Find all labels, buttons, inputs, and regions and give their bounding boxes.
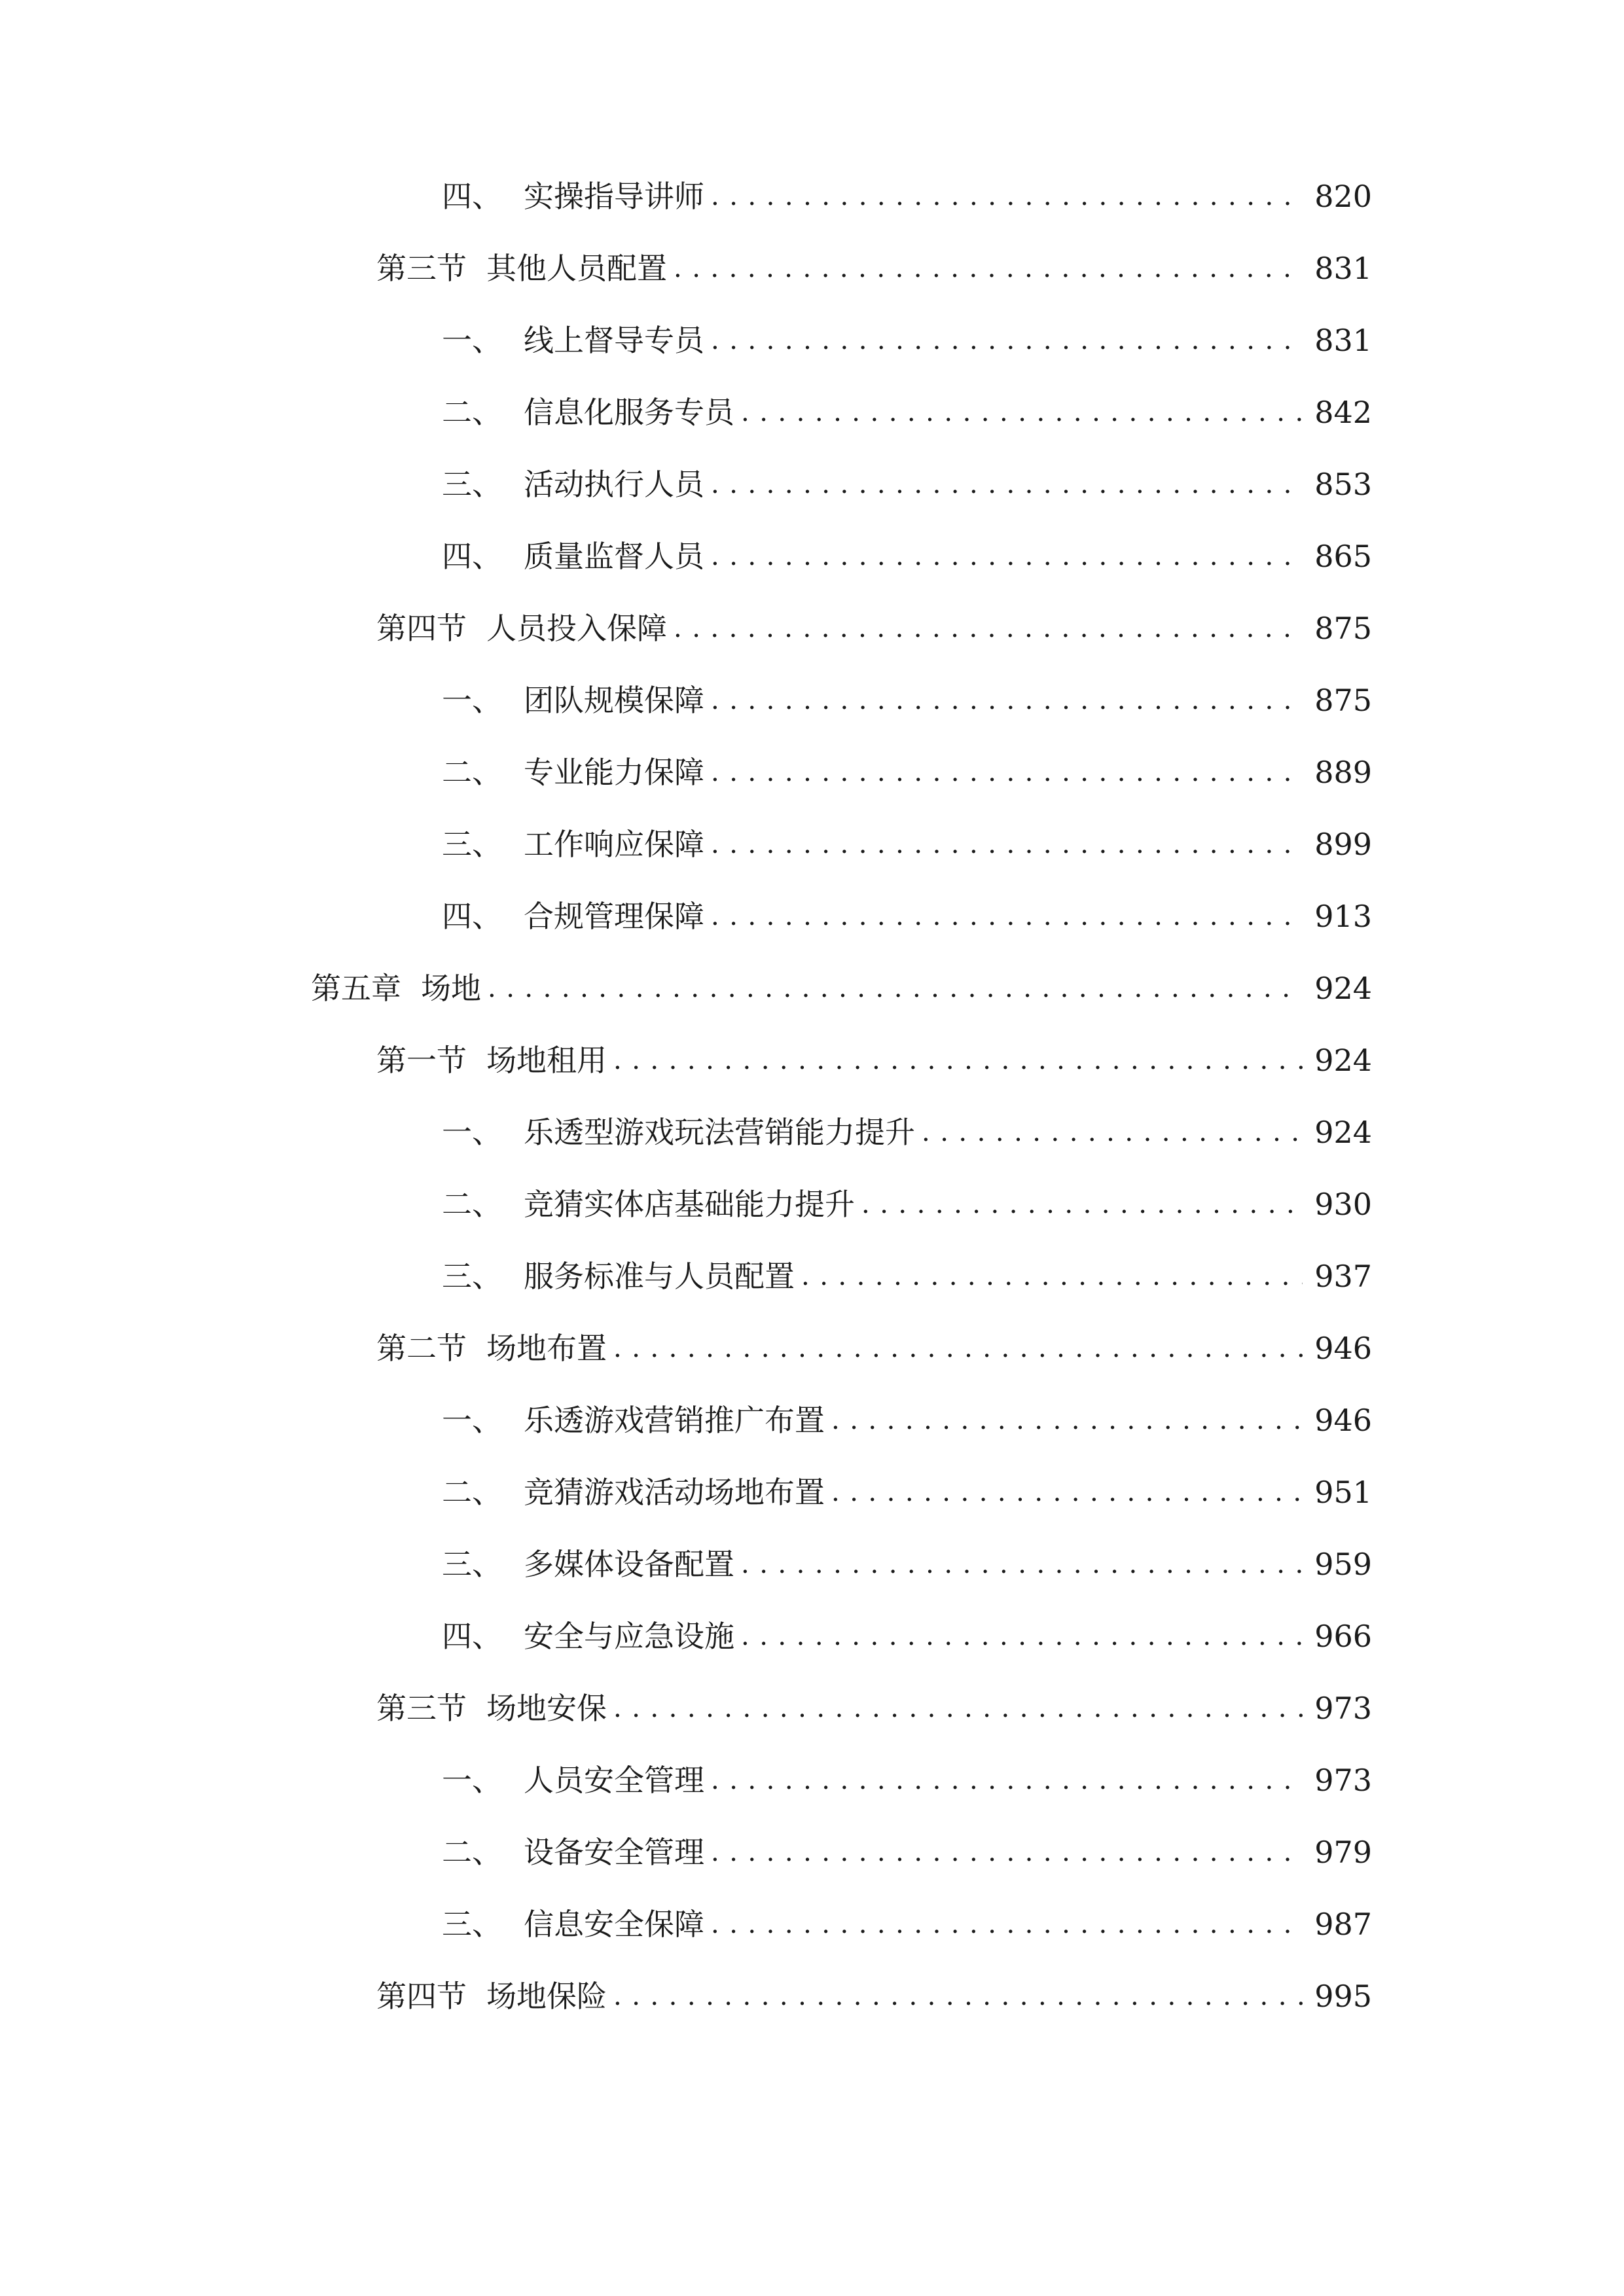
toc-entry-number: 四、 xyxy=(442,539,502,574)
toc-entry-page-number: 875 xyxy=(1314,683,1372,718)
toc-dot-leader xyxy=(801,1263,1303,1289)
toc-entry[interactable] xyxy=(376,236,1372,301)
toc-entry[interactable] xyxy=(442,812,1372,877)
toc-dot-leader xyxy=(922,1119,1303,1145)
toc-entry-number: 三、 xyxy=(442,467,502,502)
toc-entry[interactable] xyxy=(311,956,1372,1021)
toc-entry-page-number: 937 xyxy=(1314,1259,1372,1294)
toc-entry-number: 四、 xyxy=(442,1619,502,1654)
toc-dot-leader xyxy=(711,327,1303,353)
toc-entry-title: 场地 xyxy=(421,971,481,1006)
toc-entry-title: 安全与应急设施 xyxy=(524,1619,734,1654)
toc-entry-title: 场地布置 xyxy=(486,1331,607,1366)
toc-entry[interactable] xyxy=(442,524,1372,589)
toc-entry-number: 一、 xyxy=(442,683,502,718)
toc-entry-number: 第三节 xyxy=(376,1691,467,1726)
toc-dot-leader xyxy=(674,255,1303,281)
toc-dot-leader xyxy=(674,615,1303,641)
toc-entry-page-number: 831 xyxy=(1314,323,1372,358)
toc-entry[interactable] xyxy=(442,308,1372,373)
toc-dot-leader xyxy=(711,903,1303,929)
toc-entry-page-number: 951 xyxy=(1314,1475,1372,1510)
toc-entry-page-number: 820 xyxy=(1314,179,1372,214)
toc-entry[interactable] xyxy=(442,380,1372,445)
toc-entry-page-number: 930 xyxy=(1314,1187,1372,1222)
toc-dot-leader xyxy=(711,471,1303,497)
toc-dot-leader xyxy=(613,1335,1303,1361)
toc-entry-title: 实操指导讲师 xyxy=(524,179,704,214)
toc-entry[interactable] xyxy=(442,1892,1372,1957)
toc-entry-page-number: 913 xyxy=(1314,899,1372,934)
toc-entry-page-number: 966 xyxy=(1314,1619,1372,1654)
toc-entry-title: 设备安全管理 xyxy=(524,1835,704,1870)
toc-entry-title: 乐透游戏营销推广布置 xyxy=(524,1403,825,1438)
toc-entry[interactable] xyxy=(442,452,1372,517)
toc-dot-leader xyxy=(831,1479,1303,1505)
toc-entry-page-number: 959 xyxy=(1314,1547,1372,1582)
toc-entry-number: 一、 xyxy=(442,1403,502,1438)
toc-entry-title: 工作响应保障 xyxy=(524,827,704,862)
toc-entry-number: 四、 xyxy=(442,899,502,934)
toc-entry-number: 三、 xyxy=(442,1259,502,1294)
toc-entry-number: 二、 xyxy=(442,1835,502,1870)
toc-entry[interactable] xyxy=(442,1748,1372,1813)
toc-entry-page-number: 987 xyxy=(1314,1907,1372,1942)
toc-entry-page-number: 924 xyxy=(1314,971,1372,1006)
toc-dot-leader xyxy=(711,183,1303,209)
toc-entry[interactable] xyxy=(376,1028,1372,1093)
toc-entry[interactable] xyxy=(442,1820,1372,1885)
toc-entry-title: 线上督导专员 xyxy=(524,323,704,358)
toc-entry-page-number: 924 xyxy=(1314,1043,1372,1078)
toc-entry-page-number: 831 xyxy=(1314,251,1372,286)
toc-entry-title: 乐透型游戏玩法营销能力提升 xyxy=(524,1115,915,1150)
toc-entry[interactable] xyxy=(442,1604,1372,1669)
toc-entry-page-number: 865 xyxy=(1314,539,1372,574)
toc-dot-leader xyxy=(613,1047,1303,1073)
toc-dot-leader xyxy=(741,399,1303,425)
toc-entry-page-number: 946 xyxy=(1314,1403,1372,1438)
toc-entry-title: 服务标准与人员配置 xyxy=(524,1259,795,1294)
toc-entry-title: 人员安全管理 xyxy=(524,1763,704,1798)
toc-entry-page-number: 889 xyxy=(1314,755,1372,790)
toc-dot-leader xyxy=(613,1983,1303,2009)
toc-dot-leader xyxy=(488,975,1303,1001)
toc-entry-number: 第二节 xyxy=(376,1331,467,1366)
toc-dot-leader xyxy=(711,1767,1303,1793)
toc-entry-number: 二、 xyxy=(442,1475,502,1510)
toc-entry-page-number: 979 xyxy=(1314,1835,1372,1870)
toc-entry-number: 二、 xyxy=(442,755,502,790)
toc-entry-page-number: 875 xyxy=(1314,611,1372,646)
toc-entry[interactable] xyxy=(376,1964,1372,2029)
toc-entry[interactable] xyxy=(442,164,1372,229)
toc-entry[interactable] xyxy=(376,1676,1372,1741)
toc-dot-leader xyxy=(711,759,1303,785)
toc-entry-title: 场地保险 xyxy=(486,1979,607,2014)
toc-entry[interactable] xyxy=(442,1388,1372,1453)
toc-entry-number: 二、 xyxy=(442,1187,502,1222)
toc-entry[interactable] xyxy=(442,1100,1372,1165)
toc-entry[interactable] xyxy=(442,740,1372,805)
toc-entry[interactable] xyxy=(442,1532,1372,1597)
toc-entry-title: 场地安保 xyxy=(486,1691,607,1726)
toc-entry-number: 第一节 xyxy=(376,1043,467,1078)
toc-entry-title: 场地租用 xyxy=(486,1043,607,1078)
toc-entry[interactable] xyxy=(376,596,1372,661)
toc-dot-leader xyxy=(711,831,1303,857)
toc-entry[interactable] xyxy=(442,1460,1372,1525)
toc-entry-title: 竞猜游戏活动场地布置 xyxy=(524,1475,825,1510)
toc-entry[interactable] xyxy=(442,884,1372,949)
toc-entry-title: 多媒体设备配置 xyxy=(524,1547,734,1582)
toc-entry-number: 一、 xyxy=(442,323,502,358)
toc-entry[interactable] xyxy=(376,1316,1372,1381)
toc-entry-number: 第五章 xyxy=(311,971,401,1006)
toc-entry-page-number: 924 xyxy=(1314,1115,1372,1150)
toc-entry-number: 第四节 xyxy=(376,1979,467,2014)
toc-entry-number: 第三节 xyxy=(376,251,467,286)
toc-entry-title: 团队规模保障 xyxy=(524,683,704,718)
toc-entry-title: 信息安全保障 xyxy=(524,1907,704,1942)
toc-entry-number: 一、 xyxy=(442,1115,502,1150)
toc-entry-page-number: 946 xyxy=(1314,1331,1372,1366)
toc-entry-title: 信息化服务专员 xyxy=(524,395,734,430)
toc-dot-leader xyxy=(861,1191,1303,1217)
toc-dot-leader xyxy=(711,1911,1303,1937)
toc-dot-leader xyxy=(613,1695,1303,1721)
toc-entry-page-number: 995 xyxy=(1314,1979,1372,2014)
toc-entry-number: 二、 xyxy=(442,395,502,430)
toc-entry-number: 四、 xyxy=(442,179,502,214)
toc-dot-leader xyxy=(711,1839,1303,1865)
toc-entry-title: 活动执行人员 xyxy=(524,467,704,502)
toc-dot-leader xyxy=(831,1407,1303,1433)
toc-entry-number: 一、 xyxy=(442,1763,502,1798)
toc-entry-title: 合规管理保障 xyxy=(524,899,704,934)
toc-entry-number: 三、 xyxy=(442,1907,502,1942)
toc-entry-number: 三、 xyxy=(442,1547,502,1582)
toc-entry-page-number: 842 xyxy=(1314,395,1372,430)
toc-entry-number: 第四节 xyxy=(376,611,467,646)
toc-dot-leader xyxy=(741,1551,1303,1577)
toc-dot-leader xyxy=(711,543,1303,569)
toc-entry-page-number: 853 xyxy=(1314,467,1372,502)
toc-entry-page-number: 899 xyxy=(1314,827,1372,862)
toc-entry-title: 专业能力保障 xyxy=(524,755,704,790)
toc-entry-title: 竞猜实体店基础能力提升 xyxy=(524,1187,855,1222)
toc-dot-leader xyxy=(711,687,1303,713)
toc-entry-page-number: 973 xyxy=(1314,1691,1372,1726)
toc-entry-number: 三、 xyxy=(442,827,502,862)
toc-dot-leader xyxy=(741,1623,1303,1649)
toc-entry-page-number: 973 xyxy=(1314,1763,1372,1798)
toc-entry[interactable] xyxy=(442,1244,1372,1309)
toc-entry-title: 其他人员配置 xyxy=(486,251,667,286)
toc-entry[interactable] xyxy=(442,1172,1372,1237)
toc-entry[interactable] xyxy=(442,668,1372,733)
toc-entry-title: 人员投入保障 xyxy=(486,611,667,646)
toc-entry-title: 质量监督人员 xyxy=(524,539,704,574)
